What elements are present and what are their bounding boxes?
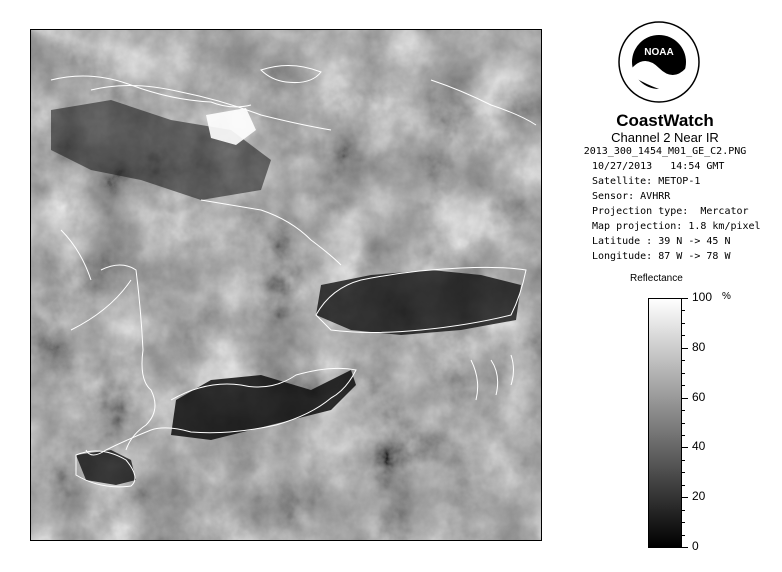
colorbar-minor-tick xyxy=(682,423,685,424)
colorbar-minor-tick xyxy=(682,335,685,336)
colorbar-tick-label: 40 xyxy=(692,439,706,454)
noaa-logo-text: NOAA xyxy=(644,47,674,58)
colorbar-tick xyxy=(682,447,688,448)
filename-label: 2013_300_1454_M01_GE_C2.PNG xyxy=(583,146,747,157)
satellite-image-svg xyxy=(31,30,542,541)
colorbar-minor-tick xyxy=(682,510,685,511)
legend-unit: % xyxy=(722,291,731,302)
legend-title: Reflectance xyxy=(630,273,683,284)
colorbar-tick-label: 0 xyxy=(692,539,699,553)
colorbar-minor-tick xyxy=(682,535,685,536)
colorbar-tick-label: 60 xyxy=(692,389,706,404)
reflectance-colorbar xyxy=(648,298,682,548)
colorbar-minor-tick xyxy=(682,522,685,523)
colorbar-minor-tick xyxy=(682,323,685,324)
projection-type-label: Projection type: Mercator xyxy=(592,206,749,217)
colorbar-minor-tick xyxy=(682,460,685,461)
latitude-label: Latitude : 39 N -> 45 N xyxy=(592,236,731,247)
channel-label: Channel 2 Near IR xyxy=(611,130,719,145)
satellite-image xyxy=(30,29,542,541)
map-projection-label: Map projection: 1.8 km/pixel xyxy=(592,221,761,232)
colorbar-tick-label: 20 xyxy=(692,489,706,504)
datetime-label: 10/27/2013 14:54 GMT xyxy=(592,161,725,172)
colorbar-tick xyxy=(682,298,688,299)
product-info xyxy=(560,110,770,264)
colorbar-minor-tick xyxy=(682,310,685,311)
colorbar-minor-tick xyxy=(682,485,685,486)
colorbar-minor-tick xyxy=(682,360,685,361)
colorbar-tick xyxy=(682,547,688,548)
colorbar-minor-tick xyxy=(682,410,685,411)
colorbar-minor-tick xyxy=(682,435,685,436)
colorbar-minor-tick xyxy=(682,373,685,374)
colorbar-tick xyxy=(682,348,688,349)
product-title: CoastWatch xyxy=(616,111,714,130)
longitude-label: Longitude: 87 W -> 78 W xyxy=(592,251,731,262)
colorbar-tick-label: 80 xyxy=(692,339,706,354)
noaa-logo xyxy=(618,16,700,108)
sensor-label: Sensor: AVHRR xyxy=(592,191,671,202)
colorbar-minor-tick xyxy=(682,472,685,473)
colorbar-tick xyxy=(682,398,688,399)
colorbar-minor-tick xyxy=(682,385,685,386)
satellite-label: Satellite: METOP-1 xyxy=(592,176,701,187)
colorbar-tick-label: 100 xyxy=(692,290,713,304)
colorbar-tick xyxy=(682,497,688,498)
